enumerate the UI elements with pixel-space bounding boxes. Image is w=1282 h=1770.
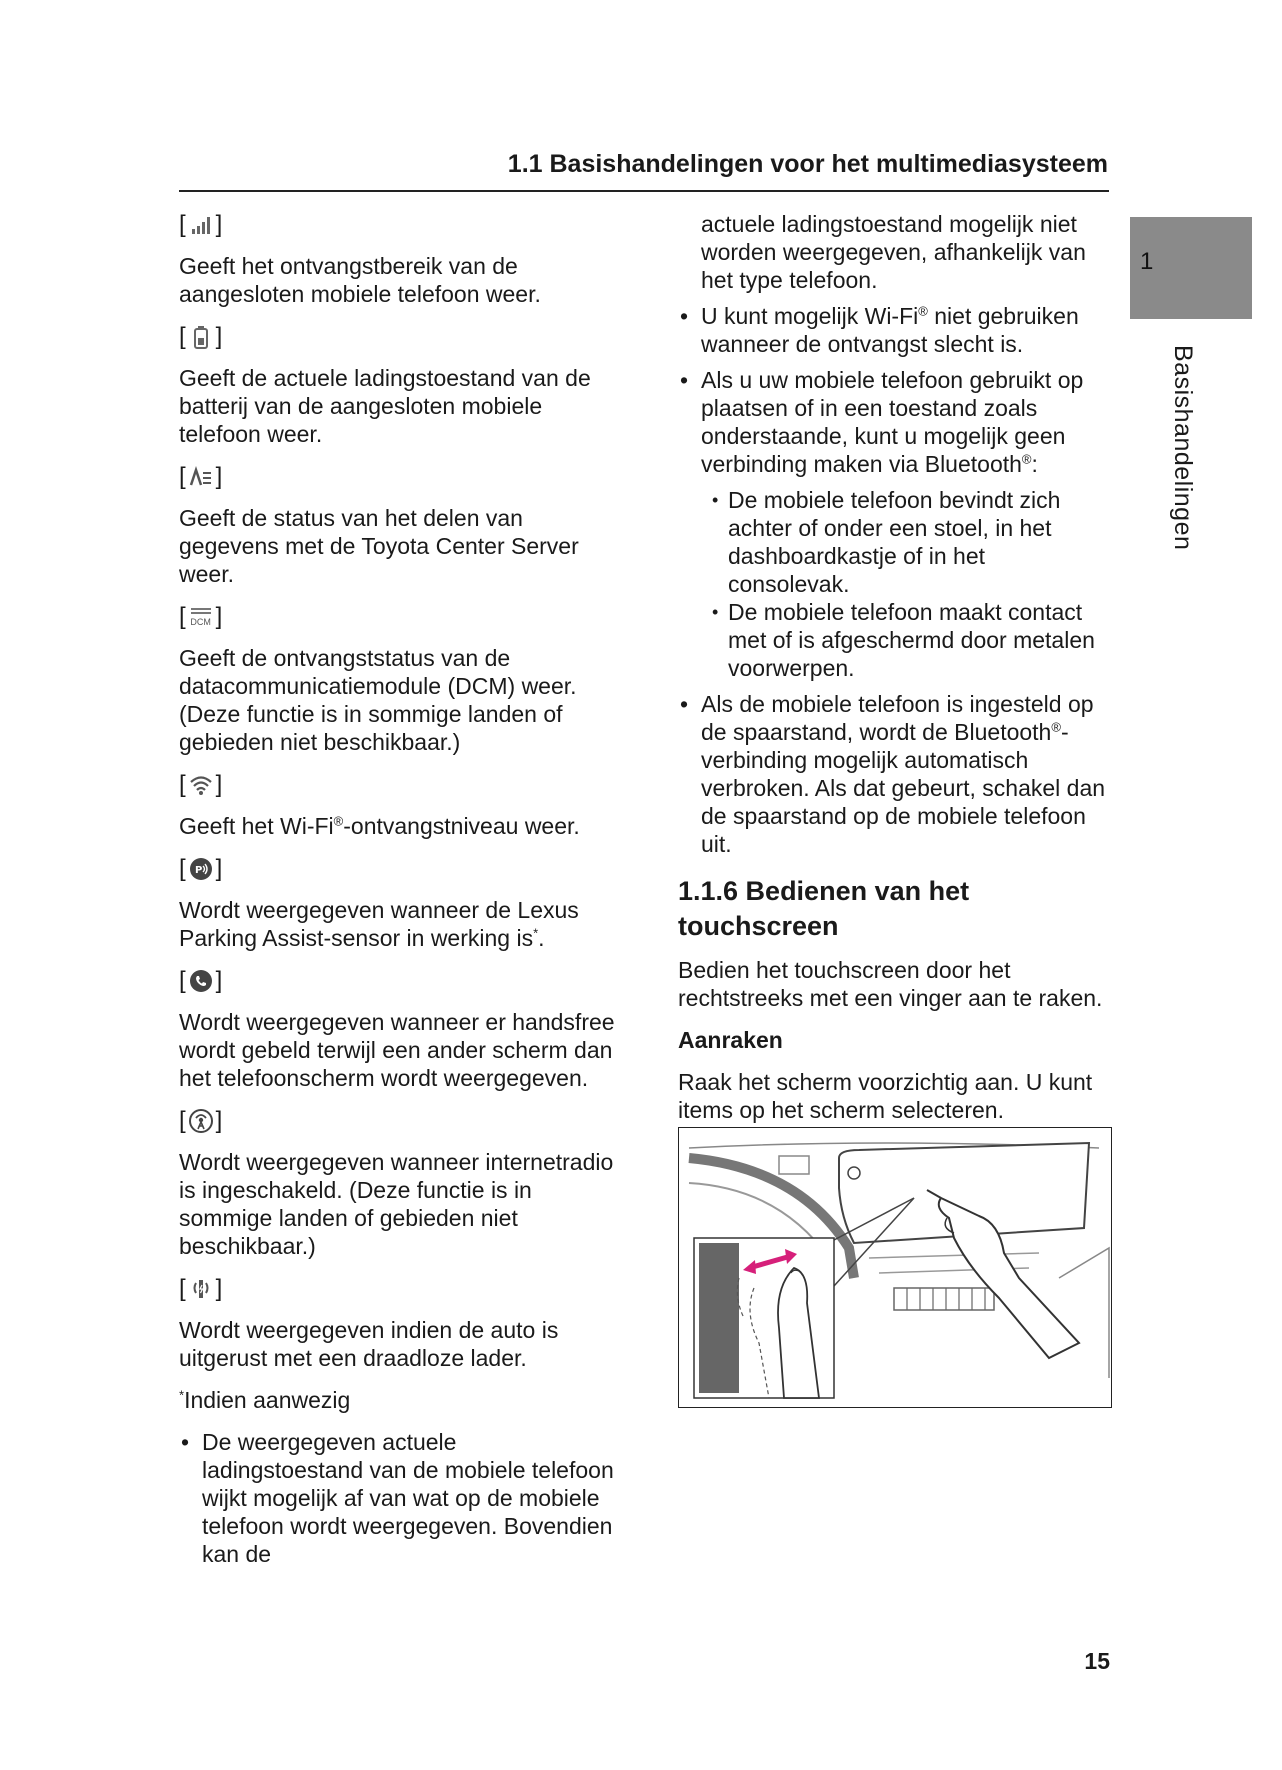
data-sharing-icon — [188, 464, 214, 490]
phone-description: Wordt weergegeven wanneer er handsfree wordt gebeld terwijl een ander scherm dan het telefoonscherm wordt weergegeven. — [179, 1009, 615, 1091]
touch-body-text: Raak het scherm voorzichtig aan. U kunt items op het scherm selecteren. — [678, 1069, 1093, 1123]
sub-bullet-seat: • De mobiele telefoon bevindt zich achter of onder een stoel, in het dashboardkastje of in het consolevak. — [678, 486, 1108, 598]
icon-entry-wifi: [ ] — [179, 771, 223, 798]
subheading-aanraken: Aanraken — [678, 1027, 783, 1053]
footnote: *Indien aanwezig — [179, 1387, 351, 1413]
bullet-bluetooth-locations: • Als u uw mobiele telefoon gebruikt op plaatsen of in een toestand zoals onderstaande, kunt u mogelijk geen verbinding maken via Bluetooth®: — [678, 366, 1108, 478]
battery-description: Geeft de actuele ladingstoestand van de batterij van de aangesloten mobiele telefoon weer. — [179, 365, 591, 447]
icon-entry-internet-radio: [ ] — [179, 1107, 223, 1134]
bullet-wifi-reception: • U kunt mogelijk Wi-Fi® niet gebruiken wanneer de ontvangst slecht is. — [678, 302, 1108, 358]
icon-entry-battery: [ ] — [179, 323, 223, 350]
header-divider — [179, 190, 1109, 192]
icon-entry-dcm: [ DCM ] — [179, 603, 223, 630]
data-sharing-description: Geeft de status van het delen van gegevens met de Toyota Center Server weer. — [179, 505, 579, 587]
wifi-description: Geeft het Wi-Fi®-ontvangstniveau weer. — [179, 813, 580, 839]
internet-radio-icon — [188, 1108, 214, 1134]
sub-bullet-metal: • De mobiele telefoon maakt contact met of is afgeschermd door metalen voorwerpen. — [678, 598, 1108, 682]
bullet-power-saving: • Als de mobiele telefoon is ingesteld op de spaarstand, wordt de Bluetooth®-verbinding mogelijk automatisch verbroken. Als dat gebeurt, schakel dan de spaarstand op de mobiele telefoon uit. — [678, 690, 1108, 858]
icon-entry-parking-assist: [ P ] — [179, 855, 223, 882]
chapter-label: Basishandelingen — [1169, 345, 1197, 551]
icon-entry-phone: [ ] — [179, 967, 223, 994]
wifi-icon — [188, 772, 214, 798]
dcm-icon — [188, 604, 214, 630]
internet-radio-description: Wordt weergegeven wanneer internetradio is ingeschakeld. (Deze functie is in sommige landen of gebieden niet beschikbaar.) — [179, 1149, 614, 1259]
right-column — [678, 210, 1108, 1124]
bullet-battery-deviation-continued: actuele ladingstoestand mogelijk niet worden weergegeven, afhankelijk van het type telefoon. — [701, 211, 1086, 293]
chapter-number: 1 — [1140, 248, 1154, 275]
section-heading: 1.1.6 Bedienen van het touchscreen — [678, 876, 970, 941]
section-intro: Bedien het touchscreen door het rechtstreeks met een vinger aan te raken. — [678, 957, 1103, 1011]
running-header: 1.1 Basishandelingen voor het multimediasysteem — [507, 150, 1108, 178]
svg-text:P: P — [194, 865, 203, 876]
parking-assist-icon — [188, 856, 214, 882]
battery-icon — [188, 324, 214, 350]
air-vents — [894, 1288, 994, 1310]
icon-entry-wireless-charger: [ ] — [179, 1275, 223, 1302]
page-number: 15 — [1084, 1648, 1110, 1674]
left-column — [179, 210, 619, 1576]
wireless-charger-description: Wordt weergegeven indien de auto is uitgerust met een draadloze lader. — [179, 1317, 559, 1371]
wireless-charger-icon — [188, 1276, 214, 1302]
signal-description: Geeft het ontvangstbereik van de aangesloten mobiele telefoon weer. — [179, 253, 541, 307]
inset-screen — [699, 1243, 739, 1393]
parking-assist-description: Wordt weergegeven wanneer de Lexus Parking Assist-sensor in werking is*. — [179, 897, 579, 951]
icon-entry-signal: [ ] — [179, 211, 223, 238]
phone-icon — [188, 968, 214, 994]
icon-entry-data-sharing: [ ] — [179, 463, 223, 490]
dcm-description: Geeft de ontvangststatus van de datacommunicatiemodule (DCM) weer. (Deze functie is in sommige landen of gebieden niet beschikbaar.) — [179, 645, 577, 755]
signal-strength-icon — [188, 212, 214, 238]
dcm-icon-label: DCM — [190, 617, 211, 627]
touchscreen-illustration — [678, 1127, 1112, 1408]
bullet-battery-deviation: • De weergegeven actuele ladingstoestand van de mobiele telefoon wijkt mogelijk af van wat op de mobiele telefoon wordt weergegeven. Bovendien kan de — [179, 1428, 619, 1568]
